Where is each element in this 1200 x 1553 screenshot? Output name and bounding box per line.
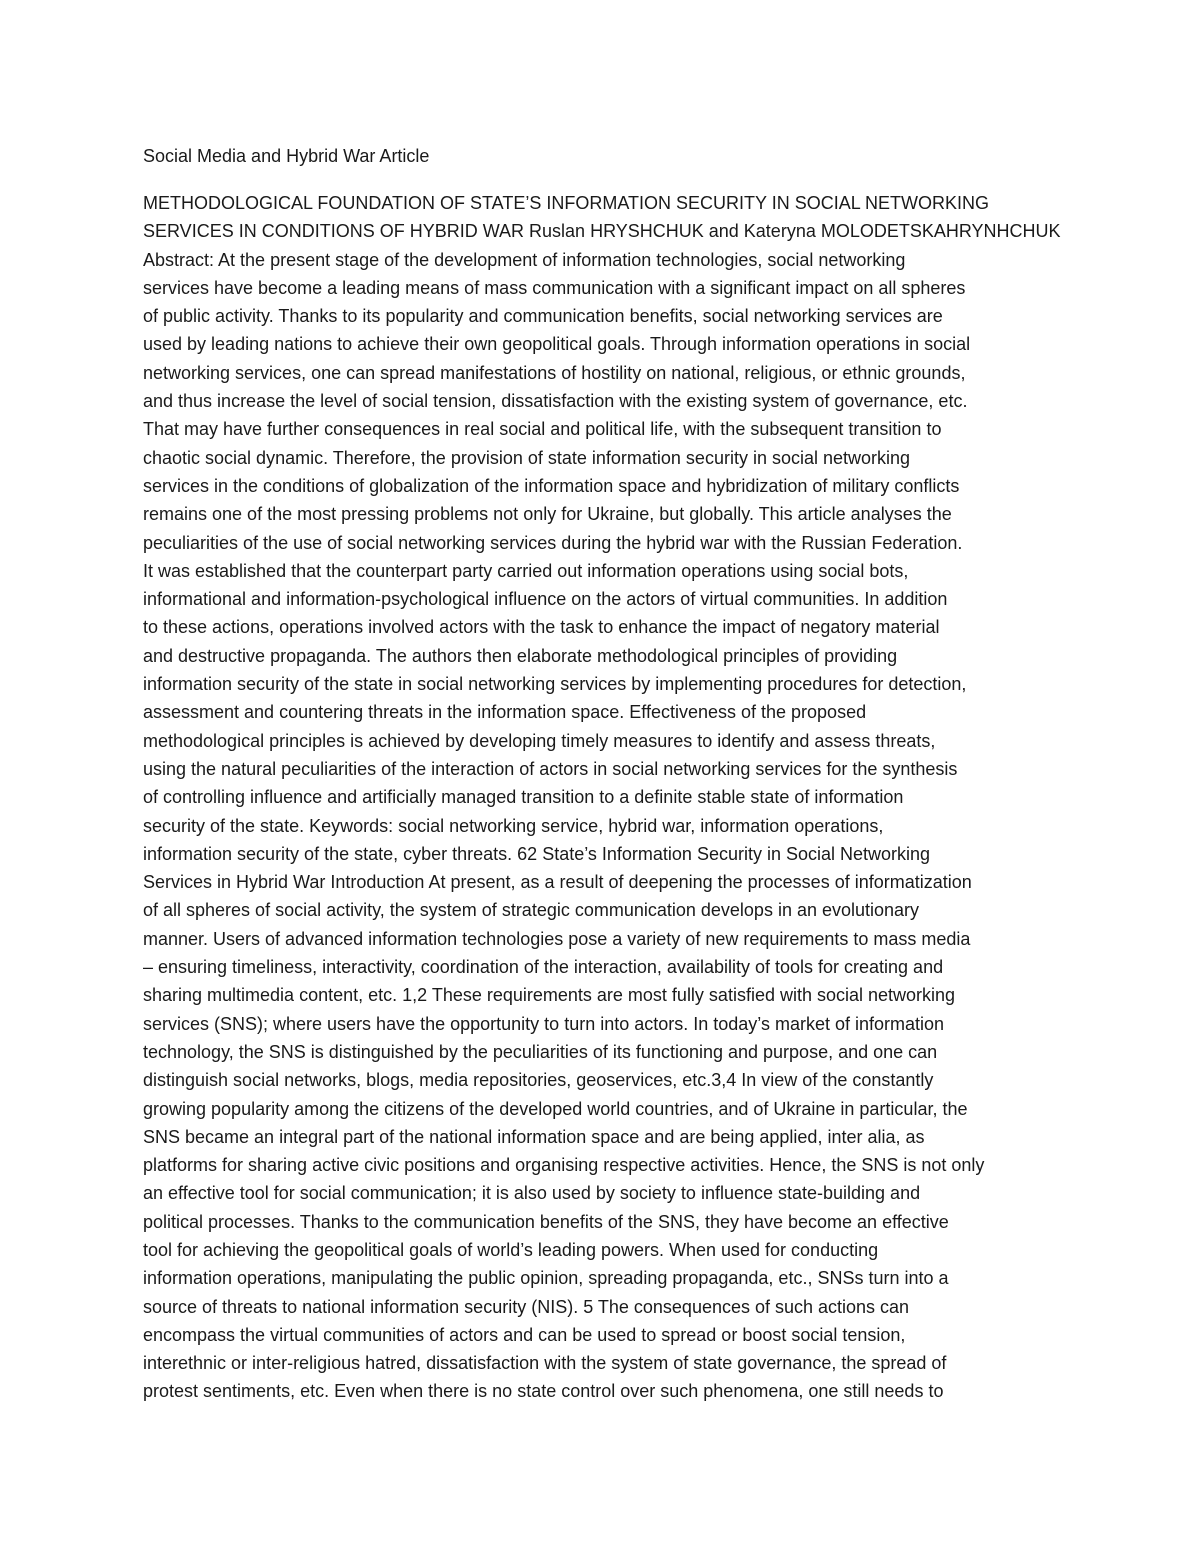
- body-text-line: information operations, manipulating the public opinion, spreading propaganda, etc., SNSs turn into a: [143, 1268, 949, 1289]
- document-body: [143, 189, 1073, 1406]
- body-text-line: networking services, one can spread manifestations of hostility on national, religious, or ethnic grounds,: [143, 362, 966, 383]
- body-text-line: tool for achieving the geopolitical goals of world’s leading powers. When used for conducting: [143, 1239, 879, 1260]
- body-text-line: political processes. Thanks to the communication benefits of the SNS, they have become an effective: [143, 1211, 949, 1232]
- body-text-line: using the natural peculiarities of the interaction of actors in social networking services for the synthesis: [143, 758, 958, 779]
- body-text-line: methodological principles is achieved by developing timely measures to identify and assess threats,: [143, 730, 936, 751]
- document-title: Social Media and Hybrid War Article: [143, 146, 430, 166]
- body-text-line: METHODOLOGICAL FOUNDATION OF STATE’S INFORMATION SECURITY IN SOCIAL NETWORKING: [143, 193, 990, 213]
- body-text-line: sharing multimedia content, etc. 1,2 These requirements are most fully satisfied with social networking: [143, 985, 956, 1006]
- body-text-line: used by leading nations to achieve their own geopolitical goals. Through information operations in social: [143, 334, 971, 355]
- body-text-line: an effective tool for social communication; it is also used by society to influence state-building and: [143, 1183, 921, 1204]
- body-text-line: It was established that the counterpart party carried out information operations using social bots,: [143, 560, 909, 581]
- body-text-line: technology, the SNS is distinguished by the peculiarities of its functioning and purpose, and one can: [143, 1041, 938, 1062]
- body-text-line: protest sentiments, etc. Even when there is no state control over such phenomena, one still needs to: [143, 1381, 944, 1402]
- body-text-line: security of the state. Keywords: social networking service, hybrid war, information operations,: [143, 815, 884, 836]
- body-text-line: manner. Users of advanced information technologies pose a variety of new requirements to mass media: [143, 928, 971, 949]
- body-text-line: platforms for sharing active civic positions and organising respective activities. Hence, the SNS is not only: [143, 1155, 985, 1176]
- body-text-line: growing popularity among the citizens of the developed world countries, and of Ukraine in particular, the: [143, 1098, 968, 1119]
- body-text-line: and thus increase the level of social tension, dissatisfaction with the existing system of governance, etc.: [143, 391, 968, 412]
- body-text-line: services (SNS); where users have the opportunity to turn into actors. In today’s market of information: [143, 1013, 945, 1034]
- body-text-line: services have become a leading means of mass communication with a significant impact on all spheres: [143, 277, 966, 298]
- body-text-line: remains one of the most pressing problems not only for Ukraine, but globally. This article analyses the: [143, 504, 952, 525]
- body-text-line: assessment and countering threats in the information space. Effectiveness of the proposed: [143, 702, 867, 723]
- body-text-line: informational and information-psychological influence on the actors of virtual communities. In addition: [143, 589, 948, 610]
- body-text-line: information security of the state in social networking services by implementing procedures for detection,: [143, 674, 967, 695]
- body-text-line: – ensuring timeliness, interactivity, coordination of the interaction, availability of tools for creating and: [143, 957, 944, 978]
- body-text-line: SNS became an integral part of the national information space and are being applied, inter alia, as: [143, 1126, 925, 1147]
- body-text-line: encompass the virtual communities of actors and can be used to spread or boost social tension,: [143, 1324, 906, 1345]
- body-text-line: interethnic or inter-religious hatred, dissatisfaction with the system of state governance, the spread of: [143, 1353, 947, 1374]
- body-text-line: information security of the state, cyber threats. 62 State’s Information Security in Social Networking: [143, 843, 931, 864]
- body-text-line: Abstract: At the present stage of the development of information technologies, social networking: [143, 249, 906, 270]
- body-text-line: and destructive propaganda. The authors then elaborate methodological principles of providing: [143, 645, 898, 666]
- body-text-line: of all spheres of social activity, the system of strategic communication develops in an evolutionary: [143, 900, 920, 921]
- body-text-line: That may have further consequences in real social and political life, with the subsequent transition to: [143, 419, 942, 440]
- body-text-line: chaotic social dynamic. Therefore, the provision of state information security in social networking: [143, 447, 911, 468]
- body-text-line: of controlling influence and artificially managed transition to a definite stable state of information: [143, 787, 904, 808]
- body-text-line: SERVICES IN CONDITIONS OF HYBRID WAR Ruslan HRYSHCHUK and Kateryna MOLODETSKAHRYNHCHUK: [143, 221, 1061, 242]
- body-text-line: Services in Hybrid War Introduction At present, as a result of deepening the processes of informatization: [143, 872, 972, 893]
- body-text-line: of public activity. Thanks to its popularity and communication benefits, social networking services are: [143, 306, 943, 327]
- body-text-line: peculiarities of the use of social networking services during the hybrid war with the Russian Federation.: [143, 532, 963, 553]
- body-text-line: distinguish social networks, blogs, media repositories, geoservices, etc.3,4 In view of the constantly: [143, 1070, 934, 1091]
- body-text-line: source of threats to national information security (NIS). 5 The consequences of such actions can: [143, 1296, 910, 1317]
- body-text-line: services in the conditions of globalization of the information space and hybridization of military conflicts: [143, 475, 960, 496]
- body-text-line: to these actions, operations involved actors with the task to enhance the impact of negatory material: [143, 617, 940, 638]
